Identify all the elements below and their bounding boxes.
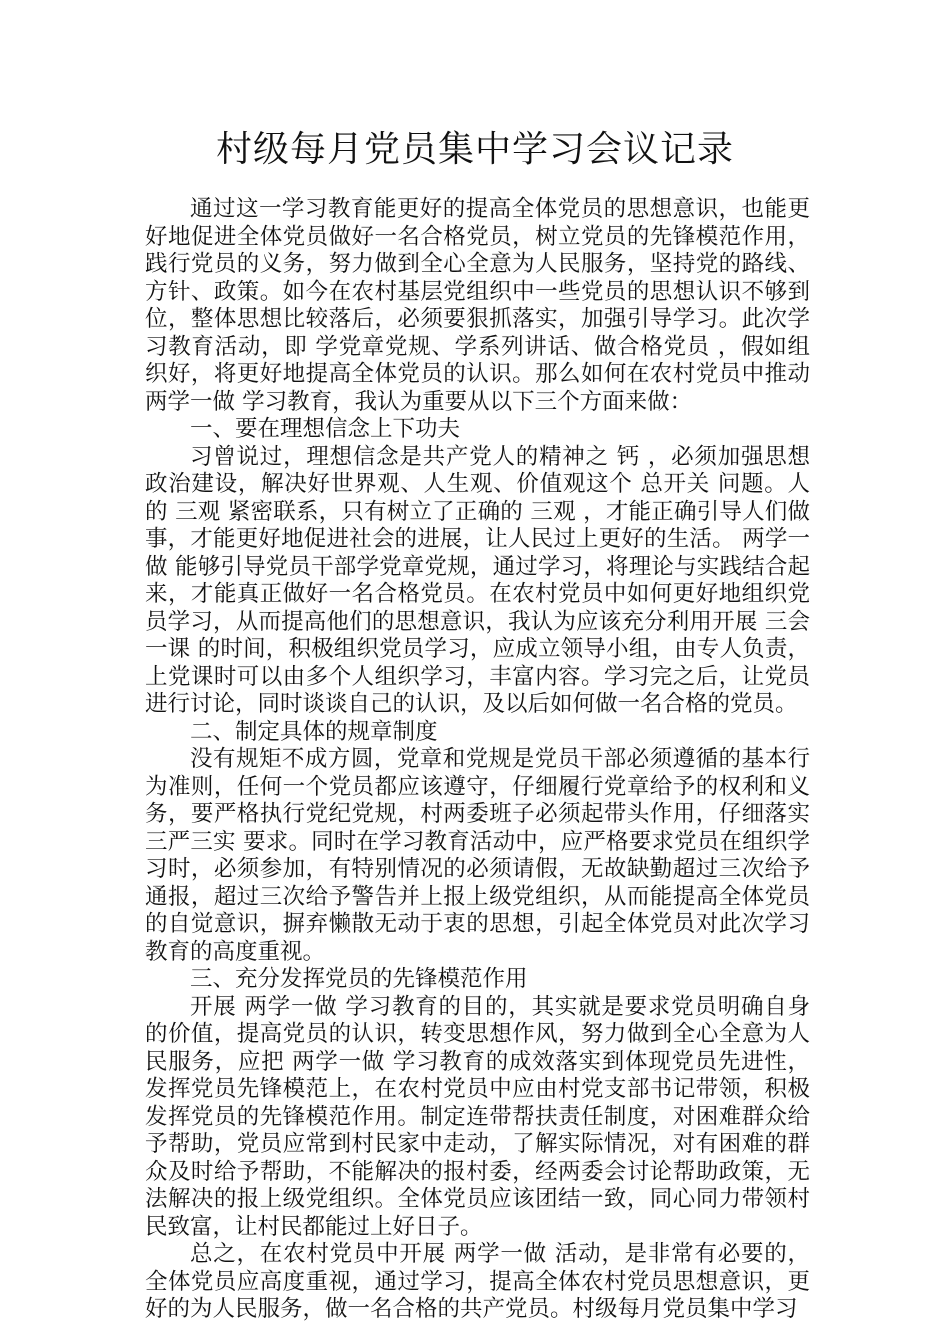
section-heading-1: 一、要在理想信念上下功夫: [190, 416, 461, 442]
paragraph-section-3: 开展 两学一做 学习教育的目的，其实就是要求党员明确自身的价值，提高党员的认识，转变思想作风，努力做到全心全意为人民服务，应把 两学一做 学习教育的成效落实到体现党员先进性，发挥党员先锋模范上，在农村党员中应由村党支部书记带领，积极发挥党员的先锋模范作用。制定连带帮扶责任制度，对困难群众给予帮助，党员应常到村民家中走动，了解实际情况，对有困难的群众及时给予帮助，不能解决的报村委，经两委会讨论帮助政策，无法解决的报上级党组织。全体党员应该团结一致，同心同力带领村民致富，让村民都能过上好日子。: [145, 993, 810, 1240]
paragraph-section-1: 习曾说过，理想信念是共产党人的精神之 钙 ，必须加强思想政治建设，解决好世界观、人生观、价值观这个 总开关 问题。人的 三观 紧密联系，只有树立了正确的 三观 ，才能正确引导人们做事，才能更好地促进社会的进展，让人民过上更好的生活。 两学一做 能够引导党员干部学党章党规，通过学习，将理论与实践结合起来，才能真正做好一名合格党员。在农村党员中如何更好地组织党员学习，从而提高他们的思想意识，我认为应该充分利用开展 三会一课 的时间，积极组织党员学习，应成立领导小组，由专人负责，上党课时可以由多个人组织学习，丰富内容。学习完之后，让党员进行讨论，同时谈谈自己的认识，及以后如何做一名合格的党员。: [145, 443, 810, 717]
document-title: 村级每月党员集中学习会议记录: [215, 129, 734, 170]
section-heading-2: 二、制定具体的规章制度: [190, 718, 438, 745]
paragraph-conclusion: 总之，在农村党员中开展 两学一做 活动，是非常有必要的，全体党员应高度重视，通过学习，提高全体农村党员思想意识，更好的为人民服务，做一名合格的共产党员。村级每月党员集中学习: [145, 1241, 810, 1322]
paragraph-intro: 通过这一学习教育能更好的提高全体党员的思想意识，也能更好地促进全体党员做好一名合格党员，树立党员的先锋模范作用，践行党员的义务，努力做到全心全意为人民服务，坚持党的路线、方针、政策。如今在农村基层党组织中一些党员的思想认识不够到位，整体思想比较落后，必须要狠抓落实，加强引导学习。此次学习教育活动，即 学党章党规、学系列讲话、做合格党员 ，假如组织好，将更好地提高全体党员的认识。那么如何在农村党员中推动 两学一做 学习教育，我认为重要从以下三个方面来做：: [145, 196, 810, 415]
section-heading-3: 三、充分发挥党员的先锋模范作用: [190, 966, 528, 992]
paragraph-section-2: 没有规矩不成方圆，党章和党规是党员干部必须遵循的基本行为准则，任何一个党员都应该遵守，仔细履行党章给予的权利和义务，要严格执行党纪党规，村两委班子必须起带头作用，仔细落实 三严三实 要求。同时在学习教育活动中，应严格要求党员在组织学习时，必须参加，有特别情况的必须请假，无故缺勤超过三次给予通报，超过三次给予警告并上报上级党组织，从而能提高全体党员的自觉意识，摒弃懒散无动于衷的思想，引起全体党员对此次学习教育的高度重视。: [145, 746, 810, 965]
document-body: [145, 196, 810, 1324]
